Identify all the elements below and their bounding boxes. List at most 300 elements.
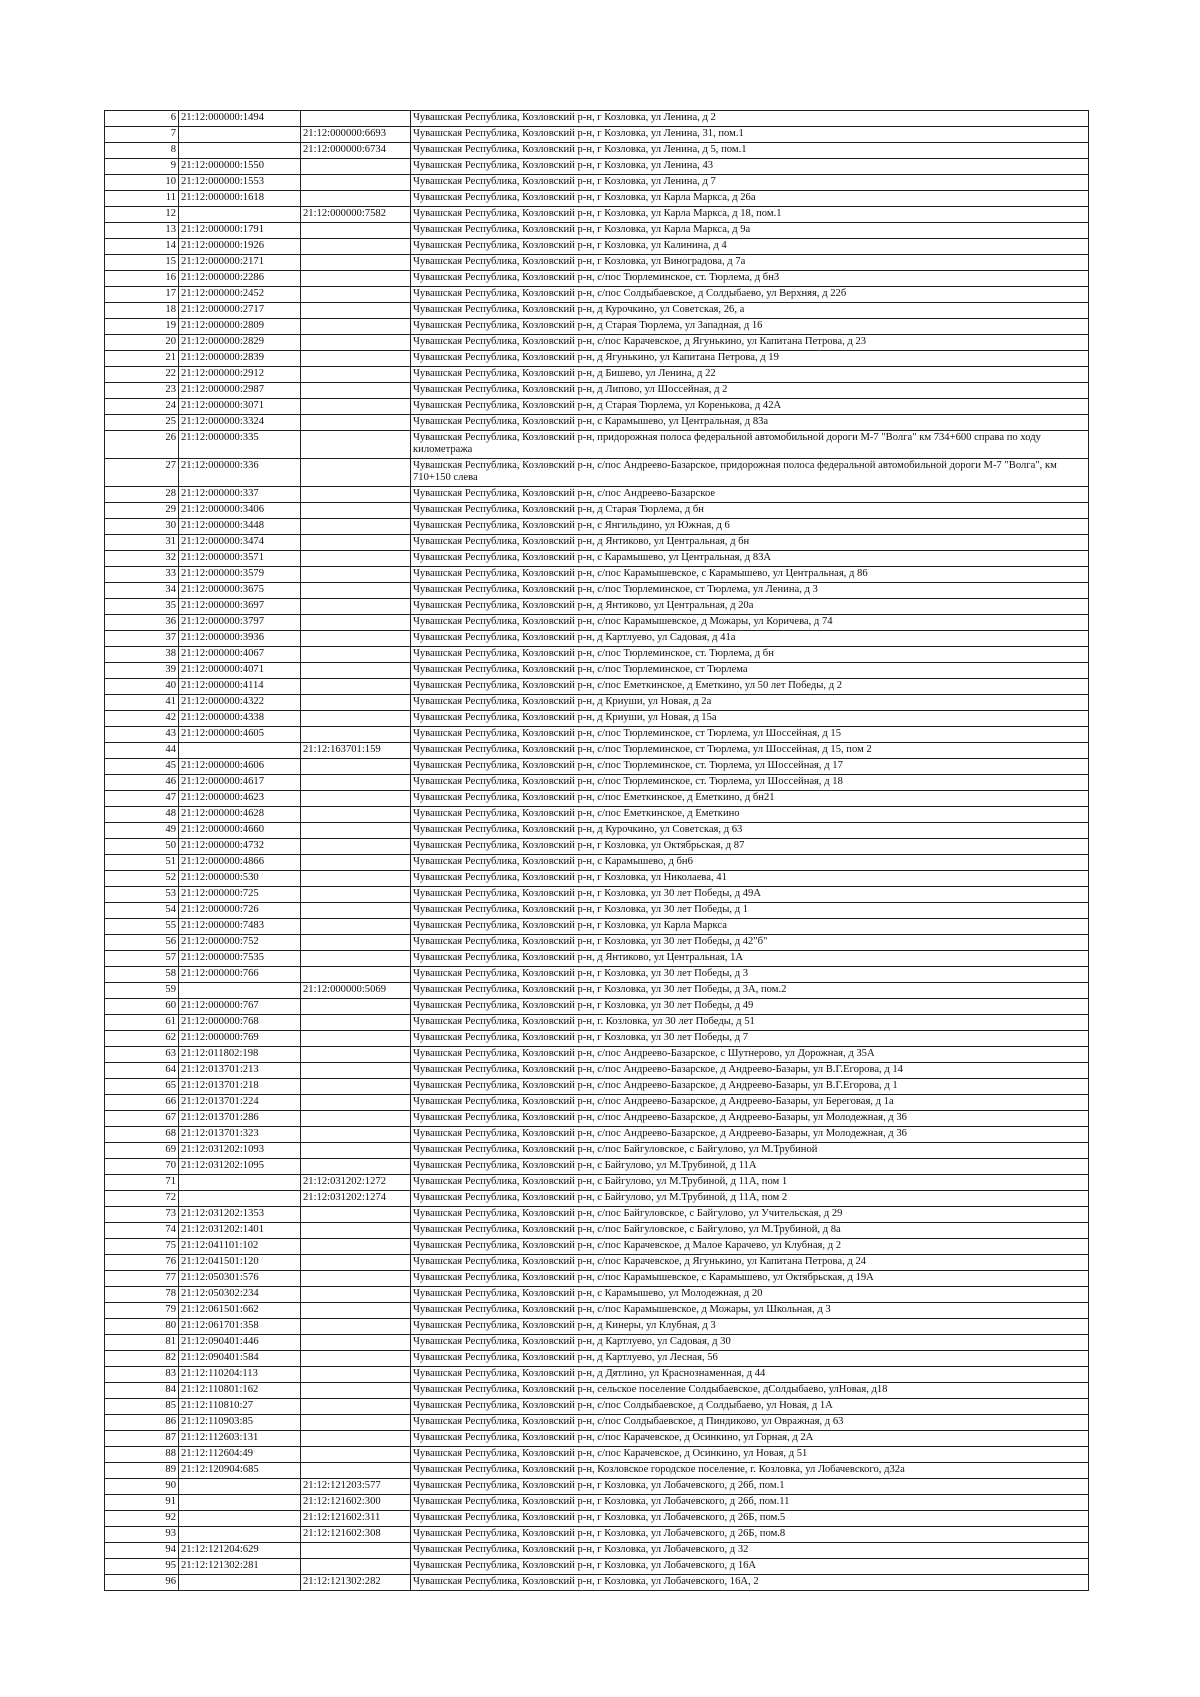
premises-cadastral-number-cell bbox=[301, 695, 411, 711]
row-number-cell: 43 bbox=[105, 727, 179, 743]
table-row bbox=[105, 1479, 1089, 1495]
cadastral-number-cell bbox=[179, 1479, 301, 1495]
cadastral-number-cell: 21:12:000000:752 bbox=[179, 935, 301, 951]
premises-cadastral-number-cell bbox=[301, 1351, 411, 1367]
table-row bbox=[105, 919, 1089, 935]
address-cell: Чувашская Республика, Козловский р-н, г Козловка, ул Ленина, 31, пом.1 bbox=[411, 127, 1089, 143]
premises-cadastral-number-cell bbox=[301, 599, 411, 615]
table-row bbox=[105, 459, 1089, 487]
cadastral-number-cell: 21:12:031202:1401 bbox=[179, 1223, 301, 1239]
premises-cadastral-number-cell: 21:12:121602:311 bbox=[301, 1511, 411, 1527]
row-number-cell: 80 bbox=[105, 1319, 179, 1335]
address-cell: Чувашская Республика, Козловский р-н, с/пос Тюрлеминское, ст Тюрлема bbox=[411, 663, 1089, 679]
row-number-cell: 42 bbox=[105, 711, 179, 727]
premises-cadastral-number-cell bbox=[301, 1079, 411, 1095]
address-cell: Чувашская Республика, Козловский р-н, г Козловка, ул Калинина, д 4 bbox=[411, 239, 1089, 255]
row-number-cell: 44 bbox=[105, 743, 179, 759]
premises-cadastral-number-cell bbox=[301, 727, 411, 743]
cadastral-number-cell: 21:12:000000:2717 bbox=[179, 303, 301, 319]
row-number-cell: 56 bbox=[105, 935, 179, 951]
premises-cadastral-number-cell bbox=[301, 1431, 411, 1447]
address-cell: Чувашская Республика, Козловский р-н, г Козловка, ул Виноградова, д 7а bbox=[411, 255, 1089, 271]
premises-cadastral-number-cell bbox=[301, 823, 411, 839]
premises-cadastral-number-cell bbox=[301, 1399, 411, 1415]
premises-cadastral-number-cell bbox=[301, 807, 411, 823]
address-cell: Чувашская Республика, Козловский р-н, с/пос Андреево-Базарское, придорожная полоса федеральной автомобильной дороги М-7 "Волга", км 710+150 слева bbox=[411, 459, 1089, 487]
cadastral-number-cell: 21:12:000000:2987 bbox=[179, 383, 301, 399]
cadastral-number-cell: 21:12:000000:1553 bbox=[179, 175, 301, 191]
table-row bbox=[105, 1271, 1089, 1287]
premises-cadastral-number-cell bbox=[301, 967, 411, 983]
table-row bbox=[105, 1335, 1089, 1351]
premises-cadastral-number-cell bbox=[301, 367, 411, 383]
address-cell: Чувашская Республика, Козловский р-н, д Янтиково, ул Центральная, 1А bbox=[411, 951, 1089, 967]
table-row bbox=[105, 1383, 1089, 1399]
premises-cadastral-number-cell bbox=[301, 551, 411, 567]
cadastral-number-cell: 21:12:000000:2171 bbox=[179, 255, 301, 271]
row-number-cell: 40 bbox=[105, 679, 179, 695]
address-cell: Чувашская Республика, Козловский р-н, г Козловка, ул Лобачевского, 16А, 2 bbox=[411, 1575, 1089, 1591]
table-row bbox=[105, 367, 1089, 383]
address-cell: Чувашская Республика, Козловский р-н, с/пос Тюрлеминское, ст. Тюрлема, д бн3 bbox=[411, 271, 1089, 287]
cadastral-number-cell: 21:12:013701:224 bbox=[179, 1095, 301, 1111]
table-row bbox=[105, 1303, 1089, 1319]
premises-cadastral-number-cell bbox=[301, 1303, 411, 1319]
premises-cadastral-number-cell bbox=[301, 871, 411, 887]
row-number-cell: 7 bbox=[105, 127, 179, 143]
address-cell: Чувашская Республика, Козловский р-н, с/пос Карамышевское, с Карамышево, ул Октябрьская, д 19А bbox=[411, 1271, 1089, 1287]
table-row bbox=[105, 679, 1089, 695]
row-number-cell: 17 bbox=[105, 287, 179, 303]
table-row bbox=[105, 1255, 1089, 1271]
table-row bbox=[105, 175, 1089, 191]
address-cell: Чувашская Республика, Козловский р-н, д Ягунькино, ул Капитана Петрова, д 19 bbox=[411, 351, 1089, 367]
address-cell: Чувашская Республика, Козловский р-н, д Кинеры, ул Клубная, д 3 bbox=[411, 1319, 1089, 1335]
row-number-cell: 6 bbox=[105, 111, 179, 127]
premises-cadastral-number-cell bbox=[301, 415, 411, 431]
cadastral-number-cell: 21:12:000000:7483 bbox=[179, 919, 301, 935]
row-number-cell: 48 bbox=[105, 807, 179, 823]
premises-cadastral-number-cell bbox=[301, 1255, 411, 1271]
address-cell: Чувашская Республика, Козловский р-н, с/пос Тюрлеминское, ст Тюрлема, ул Шоссейная, д 15, пом 2 bbox=[411, 743, 1089, 759]
row-number-cell: 66 bbox=[105, 1095, 179, 1111]
premises-cadastral-number-cell bbox=[301, 1463, 411, 1479]
premises-cadastral-number-cell bbox=[301, 1063, 411, 1079]
premises-cadastral-number-cell bbox=[301, 1159, 411, 1175]
row-number-cell: 41 bbox=[105, 695, 179, 711]
row-number-cell: 64 bbox=[105, 1063, 179, 1079]
premises-cadastral-number-cell bbox=[301, 239, 411, 255]
cadastral-number-cell: 21:12:000000:3474 bbox=[179, 535, 301, 551]
table-row bbox=[105, 951, 1089, 967]
address-cell: Чувашская Республика, Козловский р-н, с/пос Тюрлеминское, ст. Тюрлема, ул Шоссейная, д 18 bbox=[411, 775, 1089, 791]
table-row bbox=[105, 567, 1089, 583]
row-number-cell: 12 bbox=[105, 207, 179, 223]
address-cell: Чувашская Республика, Козловский р-н, с/пос Андреево-Базарское, д Андреево-Базары, ул Береговая, д 1а bbox=[411, 1095, 1089, 1111]
cadastral-number-cell bbox=[179, 143, 301, 159]
premises-cadastral-number-cell bbox=[301, 111, 411, 127]
cadastral-number-cell: 21:12:013701:286 bbox=[179, 1111, 301, 1127]
cadastral-number-cell: 21:12:000000:1494 bbox=[179, 111, 301, 127]
row-number-cell: 38 bbox=[105, 647, 179, 663]
cadastral-number-cell bbox=[179, 1575, 301, 1591]
row-number-cell: 86 bbox=[105, 1415, 179, 1431]
premises-cadastral-number-cell: 21:12:121203:577 bbox=[301, 1479, 411, 1495]
table-row bbox=[105, 1223, 1089, 1239]
address-cell: Чувашская Республика, Козловский р-н, с/пос Байгуловское, с Байгулово, ул М.Трубиной, д 8а bbox=[411, 1223, 1089, 1239]
table-row bbox=[105, 415, 1089, 431]
row-number-cell: 87 bbox=[105, 1431, 179, 1447]
row-number-cell: 78 bbox=[105, 1287, 179, 1303]
address-cell: Чувашская Республика, Козловский р-н, д Криуши, ул Новая, д 15а bbox=[411, 711, 1089, 727]
premises-cadastral-number-cell bbox=[301, 175, 411, 191]
address-cell: Чувашская Республика, Козловский р-н, д Янтиково, ул Центральная, д бн bbox=[411, 535, 1089, 551]
cadastral-number-cell: 21:12:000000:2809 bbox=[179, 319, 301, 335]
address-cell: Чувашская Республика, Козловский р-н, с/пос Андреево-Базарское bbox=[411, 487, 1089, 503]
cadastral-number-cell: 21:12:013701:218 bbox=[179, 1079, 301, 1095]
premises-cadastral-number-cell: 21:12:163701:159 bbox=[301, 743, 411, 759]
cadastral-number-cell: 21:12:000000:1926 bbox=[179, 239, 301, 255]
cadastral-number-cell: 21:12:050302:234 bbox=[179, 1287, 301, 1303]
document-page bbox=[104, 110, 1088, 1591]
address-cell: Чувашская Республика, Козловский р-н, с Байгулово, ул М.Трубиной, д 11А, пом 1 bbox=[411, 1175, 1089, 1191]
premises-cadastral-number-cell bbox=[301, 903, 411, 919]
address-cell: Чувашская Республика, Козловский р-н, д Криуши, ул Новая, д 2а bbox=[411, 695, 1089, 711]
premises-cadastral-number-cell bbox=[301, 935, 411, 951]
premises-cadastral-number-cell bbox=[301, 583, 411, 599]
cadastral-number-cell: 21:12:000000:4605 bbox=[179, 727, 301, 743]
row-number-cell: 15 bbox=[105, 255, 179, 271]
table-row bbox=[105, 503, 1089, 519]
cadastral-number-cell: 21:12:110810:27 bbox=[179, 1399, 301, 1415]
cadastral-number-cell: 21:12:011802:198 bbox=[179, 1047, 301, 1063]
address-cell: Чувашская Республика, Козловский р-н, г Козловка, ул 30 лет Победы, д 49А bbox=[411, 887, 1089, 903]
address-cell: Чувашская Республика, Козловский р-н, г Козловка, ул Лобачевского, д 32 bbox=[411, 1543, 1089, 1559]
address-cell: Чувашская Республика, Козловский р-н, с/пос Байгуловское, с Байгулово, ул Учительская, д 29 bbox=[411, 1207, 1089, 1223]
table-row bbox=[105, 1527, 1089, 1543]
table-row bbox=[105, 935, 1089, 951]
cadastral-number-cell: 21:12:121204:629 bbox=[179, 1543, 301, 1559]
cadastral-number-cell: 21:12:061501:662 bbox=[179, 1303, 301, 1319]
row-number-cell: 46 bbox=[105, 775, 179, 791]
premises-cadastral-number-cell bbox=[301, 1447, 411, 1463]
address-cell: Чувашская Республика, Козловский р-н, с/пос Андреево-Базарское, д Андреево-Базары, ул Молодежная, д 36 bbox=[411, 1127, 1089, 1143]
cadastral-number-cell: 21:12:000000:7535 bbox=[179, 951, 301, 967]
row-number-cell: 10 bbox=[105, 175, 179, 191]
cadastral-number-cell: 21:12:112604:49 bbox=[179, 1447, 301, 1463]
row-number-cell: 93 bbox=[105, 1527, 179, 1543]
cadastral-number-cell: 21:12:000000:1618 bbox=[179, 191, 301, 207]
cadastral-number-cell bbox=[179, 127, 301, 143]
address-cell: Чувашская Республика, Козловский р-н, г Козловка, ул Карла Маркса, д 9а bbox=[411, 223, 1089, 239]
row-number-cell: 77 bbox=[105, 1271, 179, 1287]
row-number-cell: 52 bbox=[105, 871, 179, 887]
address-cell: Чувашская Республика, Козловский р-н, с/пос Еметкинское, д Еметкино bbox=[411, 807, 1089, 823]
premises-cadastral-number-cell bbox=[301, 679, 411, 695]
table-row bbox=[105, 743, 1089, 759]
table-row bbox=[105, 1447, 1089, 1463]
row-number-cell: 69 bbox=[105, 1143, 179, 1159]
cadastral-number-cell: 21:12:000000:4114 bbox=[179, 679, 301, 695]
row-number-cell: 85 bbox=[105, 1399, 179, 1415]
row-number-cell: 28 bbox=[105, 487, 179, 503]
table-row bbox=[105, 487, 1089, 503]
address-cell: Чувашская Республика, Козловский р-н, д Дятлино, ул Краснознаменная, д 44 bbox=[411, 1367, 1089, 1383]
row-number-cell: 71 bbox=[105, 1175, 179, 1191]
cadastral-number-cell: 21:12:000000:4866 bbox=[179, 855, 301, 871]
row-number-cell: 29 bbox=[105, 503, 179, 519]
premises-cadastral-number-cell bbox=[301, 383, 411, 399]
row-number-cell: 36 bbox=[105, 615, 179, 631]
table-row bbox=[105, 1319, 1089, 1335]
cadastral-number-cell: 21:12:000000:4067 bbox=[179, 647, 301, 663]
row-number-cell: 37 bbox=[105, 631, 179, 647]
cadastral-number-cell: 21:12:000000:767 bbox=[179, 999, 301, 1015]
table-row bbox=[105, 255, 1089, 271]
table-row bbox=[105, 695, 1089, 711]
table-row bbox=[105, 111, 1089, 127]
premises-cadastral-number-cell: 21:12:031202:1272 bbox=[301, 1175, 411, 1191]
row-number-cell: 79 bbox=[105, 1303, 179, 1319]
address-cell: Чувашская Республика, Козловский р-н, г Козловка, ул Карла Маркса, д 26а bbox=[411, 191, 1089, 207]
cadastral-number-cell: 21:12:000000:766 bbox=[179, 967, 301, 983]
premises-cadastral-number-cell: 21:12:121602:308 bbox=[301, 1527, 411, 1543]
premises-cadastral-number-cell bbox=[301, 159, 411, 175]
address-cell: Чувашская Республика, Козловский р-н, с/пос Карамышевское, д Можары, ул Коричева, д 74 bbox=[411, 615, 1089, 631]
premises-cadastral-number-cell bbox=[301, 1047, 411, 1063]
premises-cadastral-number-cell bbox=[301, 255, 411, 271]
premises-cadastral-number-cell bbox=[301, 1335, 411, 1351]
address-cell: Чувашская Республика, Козловский р-н, г Козловка, ул Лобачевского, д 26б, пом.11 bbox=[411, 1495, 1089, 1511]
cadastral-number-cell: 21:12:041501:120 bbox=[179, 1255, 301, 1271]
row-number-cell: 58 bbox=[105, 967, 179, 983]
table-row bbox=[105, 335, 1089, 351]
premises-cadastral-number-cell bbox=[301, 271, 411, 287]
premises-cadastral-number-cell bbox=[301, 1287, 411, 1303]
table-row bbox=[105, 519, 1089, 535]
premises-cadastral-number-cell: 21:12:121602:300 bbox=[301, 1495, 411, 1511]
premises-cadastral-number-cell bbox=[301, 519, 411, 535]
cadastral-number-cell: 21:12:000000:725 bbox=[179, 887, 301, 903]
cadastral-number-cell bbox=[179, 1175, 301, 1191]
table-row bbox=[105, 615, 1089, 631]
premises-cadastral-number-cell bbox=[301, 711, 411, 727]
premises-cadastral-number-cell bbox=[301, 431, 411, 459]
row-number-cell: 82 bbox=[105, 1351, 179, 1367]
cadastral-number-cell: 21:12:000000:4623 bbox=[179, 791, 301, 807]
table-row bbox=[105, 823, 1089, 839]
row-number-cell: 72 bbox=[105, 1191, 179, 1207]
cadastral-number-cell: 21:12:000000:4732 bbox=[179, 839, 301, 855]
address-cell: Чувашская Республика, Козловский р-н, г Козловка, ул 30 лет Победы, д 3 bbox=[411, 967, 1089, 983]
premises-cadastral-number-cell bbox=[301, 1559, 411, 1575]
address-cell: Чувашская Республика, Козловский р-н, с/пос Байгуловское, с Байгулово, ул М.Трубиной bbox=[411, 1143, 1089, 1159]
table-row bbox=[105, 599, 1089, 615]
row-number-cell: 55 bbox=[105, 919, 179, 935]
row-number-cell: 16 bbox=[105, 271, 179, 287]
table-row bbox=[105, 727, 1089, 743]
row-number-cell: 47 bbox=[105, 791, 179, 807]
row-number-cell: 45 bbox=[105, 759, 179, 775]
row-number-cell: 62 bbox=[105, 1031, 179, 1047]
premises-cadastral-number-cell bbox=[301, 951, 411, 967]
address-cell: Чувашская Республика, Козловский р-н, д Картлуево, ул Лесная, 56 bbox=[411, 1351, 1089, 1367]
table-row bbox=[105, 839, 1089, 855]
address-cell: Чувашская Республика, Козловский р-н, с/пос Карамышевское, с Карамышево, ул Центральная, д 86 bbox=[411, 567, 1089, 583]
address-cell: Чувашская Республика, Козловский р-н, с/пос Солдыбаевское, д Солдыбаево, ул Верхняя, д 22б bbox=[411, 287, 1089, 303]
table-row bbox=[105, 1015, 1089, 1031]
cadastral-number-cell: 21:12:000000:4628 bbox=[179, 807, 301, 823]
address-cell: Чувашская Республика, Козловский р-н, с/пос Андреево-Базарское, д Андреево-Базары, ул В.Г.Егорова, д 14 bbox=[411, 1063, 1089, 1079]
table-row bbox=[105, 191, 1089, 207]
address-cell: Чувашская Республика, Козловский р-н, Козловское городское поселение, г. Козловка, ул Лобачевского, д32а bbox=[411, 1463, 1089, 1479]
cadastral-number-cell: 21:12:110801:162 bbox=[179, 1383, 301, 1399]
address-cell: Чувашская Республика, Козловский р-н, д Липово, ул Шоссейная, д 2 bbox=[411, 383, 1089, 399]
address-cell: Чувашская Республика, Козловский р-н, г Козловка, ул Лобачевского, д 26Б, пом.8 bbox=[411, 1527, 1089, 1543]
address-cell: Чувашская Республика, Козловский р-н, с/пос Карачевское, д Ягунькино, ул Капитана Петрова, д 24 bbox=[411, 1255, 1089, 1271]
row-number-cell: 81 bbox=[105, 1335, 179, 1351]
row-number-cell: 20 bbox=[105, 335, 179, 351]
table-row bbox=[105, 807, 1089, 823]
cadastral-number-cell: 21:12:120904:685 bbox=[179, 1463, 301, 1479]
premises-cadastral-number-cell bbox=[301, 791, 411, 807]
cadastral-number-cell: 21:12:050301:576 bbox=[179, 1271, 301, 1287]
address-cell: Чувашская Республика, Козловский р-н, д Бишево, ул Ленина, д 22 bbox=[411, 367, 1089, 383]
premises-cadastral-number-cell bbox=[301, 887, 411, 903]
cadastral-number-cell: 21:12:000000:3675 bbox=[179, 583, 301, 599]
table-row bbox=[105, 967, 1089, 983]
address-cell: Чувашская Республика, Козловский р-н, г Козловка, ул Николаева, 41 bbox=[411, 871, 1089, 887]
address-cell: Чувашская Республика, Козловский р-н, сельское поселение Солдыбаевское, дСолдыбаево, улНовая, д18 bbox=[411, 1383, 1089, 1399]
address-cell: Чувашская Республика, Козловский р-н, д Курочкино, ул Советская, д 63 bbox=[411, 823, 1089, 839]
address-cell: Чувашская Республика, Козловский р-н, с Карамышево, ул Центральная, д 83А bbox=[411, 551, 1089, 567]
address-cell: Чувашская Республика, Козловский р-н, с/пос Солдыбаевское, д Солдыбаево, ул Новая, д 1А bbox=[411, 1399, 1089, 1415]
address-cell: Чувашская Республика, Козловский р-н, г Козловка, ул Ленина, д 2 bbox=[411, 111, 1089, 127]
row-number-cell: 88 bbox=[105, 1447, 179, 1463]
row-number-cell: 34 bbox=[105, 583, 179, 599]
row-number-cell: 74 bbox=[105, 1223, 179, 1239]
table-row bbox=[105, 287, 1089, 303]
premises-cadastral-number-cell bbox=[301, 1207, 411, 1223]
address-cell: Чувашская Республика, Козловский р-н, г Козловка, ул Карла Маркса, д 18, пом.1 bbox=[411, 207, 1089, 223]
cadastral-number-cell: 21:12:031202:1093 bbox=[179, 1143, 301, 1159]
row-number-cell: 39 bbox=[105, 663, 179, 679]
table-row bbox=[105, 1063, 1089, 1079]
premises-cadastral-number-cell bbox=[301, 319, 411, 335]
cadastral-number-cell: 21:12:000000:3448 bbox=[179, 519, 301, 535]
table-row bbox=[105, 399, 1089, 415]
premises-cadastral-number-cell bbox=[301, 615, 411, 631]
cadastral-number-cell: 21:12:000000:2286 bbox=[179, 271, 301, 287]
cadastral-number-cell: 21:12:041101:102 bbox=[179, 1239, 301, 1255]
row-number-cell: 22 bbox=[105, 367, 179, 383]
cadastral-number-cell: 21:12:110903:85 bbox=[179, 1415, 301, 1431]
address-cell: Чувашская Республика, Козловский р-н, г Козловка, ул Октябрьская, д 87 bbox=[411, 839, 1089, 855]
registry-table-body bbox=[105, 111, 1089, 1591]
cadastral-number-cell: 21:12:000000:2452 bbox=[179, 287, 301, 303]
row-number-cell: 23 bbox=[105, 383, 179, 399]
cadastral-number-cell bbox=[179, 1511, 301, 1527]
premises-cadastral-number-cell bbox=[301, 1111, 411, 1127]
address-cell: Чувашская Республика, Козловский р-н, г Козловка, ул 30 лет Победы, д 3А, пом.2 bbox=[411, 983, 1089, 999]
table-row bbox=[105, 1047, 1089, 1063]
table-row bbox=[105, 1079, 1089, 1095]
address-cell: Чувашская Республика, Козловский р-н, д Картлуево, ул Садовая, д 30 bbox=[411, 1335, 1089, 1351]
table-row bbox=[105, 1159, 1089, 1175]
address-cell: Чувашская Республика, Козловский р-н, г Козловка, ул 30 лет Победы, д 49 bbox=[411, 999, 1089, 1015]
premises-cadastral-number-cell: 21:12:031202:1274 bbox=[301, 1191, 411, 1207]
address-cell: Чувашская Республика, Козловский р-н, д Курочкино, ул Советская, 26, а bbox=[411, 303, 1089, 319]
table-row bbox=[105, 1111, 1089, 1127]
table-row bbox=[105, 759, 1089, 775]
cadastral-number-cell: 21:12:013701:323 bbox=[179, 1127, 301, 1143]
cadastral-number-cell: 21:12:000000:3324 bbox=[179, 415, 301, 431]
cadastral-number-cell: 21:12:000000:336 bbox=[179, 459, 301, 487]
premises-cadastral-number-cell bbox=[301, 459, 411, 487]
table-row bbox=[105, 1575, 1089, 1591]
premises-cadastral-number-cell bbox=[301, 663, 411, 679]
premises-cadastral-number-cell bbox=[301, 919, 411, 935]
row-number-cell: 31 bbox=[105, 535, 179, 551]
address-cell: Чувашская Республика, Козловский р-н, с/пос Андреево-Базарское, с Шутнерово, ул Дорожная, д 35А bbox=[411, 1047, 1089, 1063]
row-number-cell: 65 bbox=[105, 1079, 179, 1095]
address-cell: Чувашская Республика, Козловский р-н, с Карамышево, д бн6 bbox=[411, 855, 1089, 871]
cadastral-number-cell: 21:12:000000:3406 bbox=[179, 503, 301, 519]
cadastral-number-cell: 21:12:090401:584 bbox=[179, 1351, 301, 1367]
table-row bbox=[105, 983, 1089, 999]
row-number-cell: 11 bbox=[105, 191, 179, 207]
premises-cadastral-number-cell bbox=[301, 351, 411, 367]
address-cell: Чувашская Республика, Козловский р-н, г Козловка, ул Лобачевского, д 16А bbox=[411, 1559, 1089, 1575]
table-row bbox=[105, 127, 1089, 143]
cadastral-number-cell: 21:12:000000:337 bbox=[179, 487, 301, 503]
table-row bbox=[105, 887, 1089, 903]
cadastral-number-cell: 21:12:112603:131 bbox=[179, 1431, 301, 1447]
row-number-cell: 57 bbox=[105, 951, 179, 967]
table-row bbox=[105, 1239, 1089, 1255]
table-row bbox=[105, 1495, 1089, 1511]
table-row bbox=[105, 647, 1089, 663]
premises-cadastral-number-cell bbox=[301, 303, 411, 319]
cadastral-number-cell bbox=[179, 1527, 301, 1543]
table-row bbox=[105, 855, 1089, 871]
table-row bbox=[105, 535, 1089, 551]
property-registry-table bbox=[104, 110, 1089, 1591]
table-row bbox=[105, 1191, 1089, 1207]
address-cell: Чувашская Республика, Козловский р-н, с Карамышево, ул Молодежная, д 20 bbox=[411, 1287, 1089, 1303]
table-row bbox=[105, 1143, 1089, 1159]
address-cell: Чувашская Республика, Козловский р-н, с/пос Андреево-Базарское, д Андреево-Базары, ул В.Г.Егорова, д 1 bbox=[411, 1079, 1089, 1095]
cadastral-number-cell: 21:12:000000:530 bbox=[179, 871, 301, 887]
address-cell: Чувашская Республика, Козловский р-н, с/пос Карачевское, д Осинкино, ул Новая, д 51 bbox=[411, 1447, 1089, 1463]
table-row bbox=[105, 1031, 1089, 1047]
table-row bbox=[105, 1207, 1089, 1223]
table-row bbox=[105, 663, 1089, 679]
premises-cadastral-number-cell bbox=[301, 1271, 411, 1287]
row-number-cell: 70 bbox=[105, 1159, 179, 1175]
cadastral-number-cell bbox=[179, 743, 301, 759]
cadastral-number-cell bbox=[179, 983, 301, 999]
cadastral-number-cell: 21:12:000000:726 bbox=[179, 903, 301, 919]
row-number-cell: 33 bbox=[105, 567, 179, 583]
address-cell: Чувашская Республика, Козловский р-н, д Картлуево, ул Садовая, д 41а bbox=[411, 631, 1089, 647]
row-number-cell: 27 bbox=[105, 459, 179, 487]
cadastral-number-cell: 21:12:000000:4322 bbox=[179, 695, 301, 711]
table-row bbox=[105, 1127, 1089, 1143]
premises-cadastral-number-cell bbox=[301, 567, 411, 583]
table-row bbox=[105, 1559, 1089, 1575]
row-number-cell: 18 bbox=[105, 303, 179, 319]
